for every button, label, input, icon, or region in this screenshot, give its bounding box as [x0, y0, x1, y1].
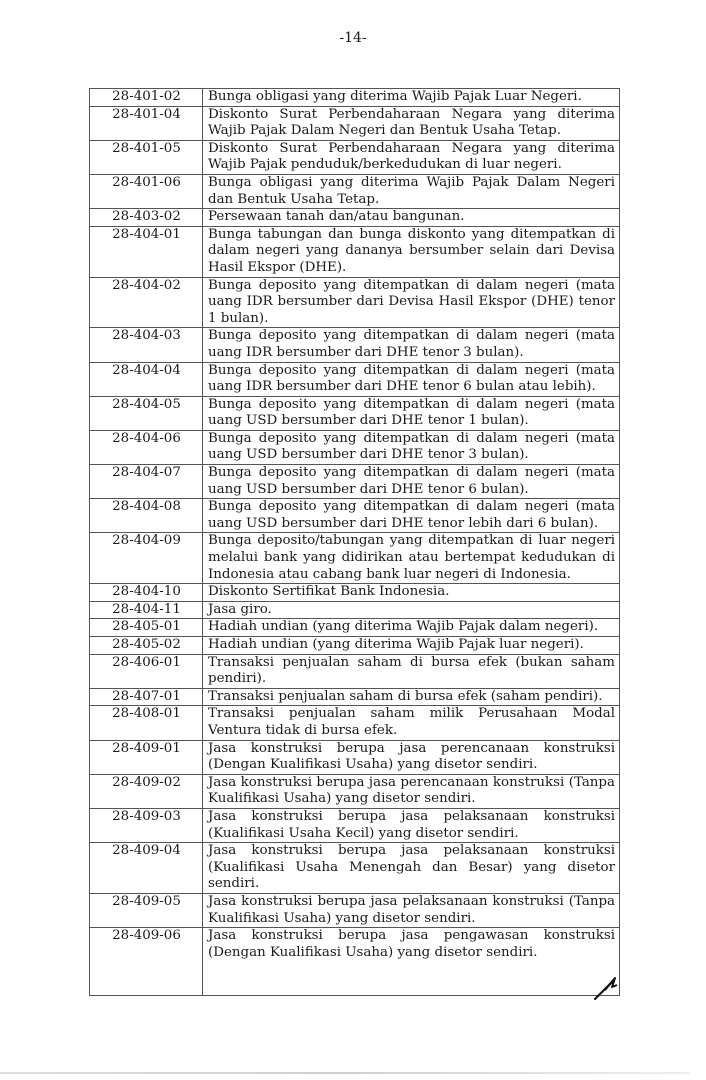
- table-row: [90, 499, 620, 533]
- tax-code-cell: 28-409-04: [90, 843, 203, 894]
- table-row: [90, 774, 620, 808]
- description-cell: Transaksi penjualan saham di bursa efek (saham pendiri).: [203, 688, 620, 706]
- table-row: [90, 706, 620, 740]
- tax-code-cell: 28-409-05: [90, 893, 203, 927]
- tax-code-cell: 28-409-03: [90, 808, 203, 842]
- table-row: [90, 808, 620, 842]
- table-row: [90, 89, 620, 107]
- table-row: [90, 637, 620, 655]
- description-cell: Bunga deposito yang ditempatkan di dalam negeri (mata uang USD bersumber dari DHE tenor 3 bulan).: [203, 430, 620, 464]
- table-row: [90, 226, 620, 277]
- description-cell: Jasa giro.: [203, 601, 620, 619]
- tax-code-cell: 28-404-09: [90, 533, 203, 584]
- tax-code-cell: 28-404-11: [90, 601, 203, 619]
- description-cell: Jasa konstruksi berupa jasa pengawasan konstruksi (Dengan Kualifikasi Usaha) yang disetor sendiri.: [203, 928, 620, 996]
- paraf-signature-icon: [593, 975, 619, 1001]
- description-cell: Jasa konstruksi berupa jasa pelaksanaan konstruksi (Kualifikasi Usaha Menengah dan Besar) yang disetor sendiri.: [203, 843, 620, 894]
- table-row: [90, 209, 620, 227]
- description-cell: Jasa konstruksi berupa jasa perencanaan konstruksi (Dengan Kualifikasi Usaha) yang disetor sendiri.: [203, 740, 620, 774]
- table-row: [90, 328, 620, 362]
- table-row: [90, 740, 620, 774]
- table-row: [90, 893, 620, 927]
- tax-code-table: [89, 88, 620, 996]
- description-cell: Bunga deposito/tabungan yang ditempatkan di luar negeri melalui bank yang didirikan atau bertempat kedudukan di Indonesia atau cabang bank luar negeri di Indonesia.: [203, 533, 620, 584]
- table-row: [90, 601, 620, 619]
- description-cell: Jasa konstruksi berupa jasa perencanaan konstruksi (Tanpa Kualifikasi Usaha) yang disetor sendiri.: [203, 774, 620, 808]
- table-row: [90, 465, 620, 499]
- table-row: [90, 688, 620, 706]
- table-row: [90, 277, 620, 328]
- tax-code-cell: 28-404-02: [90, 277, 203, 328]
- tax-code-cell: 28-401-02: [90, 89, 203, 107]
- description-cell: Hadiah undian (yang diterima Wajib Pajak dalam negeri).: [203, 619, 620, 637]
- table-row: [90, 396, 620, 430]
- description-cell: Bunga obligasi yang diterima Wajib Pajak Luar Negeri.: [203, 89, 620, 107]
- description-cell: Transaksi penjualan saham di bursa efek (bukan saham pendiri).: [203, 654, 620, 688]
- description-cell: Diskonto Sertifikat Bank Indonesia.: [203, 584, 620, 602]
- tax-code-cell: 28-404-07: [90, 465, 203, 499]
- description-cell: Bunga deposito yang ditempatkan di dalam negeri (mata uang IDR bersumber dari Devisa Hasil Ekspor (DHE) tenor 1 bulan).: [203, 277, 620, 328]
- tax-code-cell: 28-404-01: [90, 226, 203, 277]
- tax-code-cell: 28-409-06: [90, 928, 203, 996]
- tax-code-cell: 28-404-06: [90, 430, 203, 464]
- table-row: [90, 654, 620, 688]
- description-cell: Persewaan tanah dan/atau bangunan.: [203, 209, 620, 227]
- description-cell: Bunga deposito yang ditempatkan di dalam negeri (mata uang USD bersumber dari DHE tenor lebih dari 6 bulan).: [203, 499, 620, 533]
- table-row: [90, 843, 620, 894]
- tax-code-cell: 28-409-02: [90, 774, 203, 808]
- description-cell: Diskonto Surat Perbendaharaan Negara yang diterima Wajib Pajak penduduk/berkedudukan di luar negeri.: [203, 140, 620, 174]
- scan-edge-divider: [0, 1072, 690, 1074]
- tax-code-cell: 28-409-01: [90, 740, 203, 774]
- tax-code-cell: 28-403-02: [90, 209, 203, 227]
- table-row: [90, 174, 620, 208]
- description-cell: Bunga tabungan dan bunga diskonto yang ditempatkan di dalam negeri yang dananya bersumber selain dari Devisa Hasil Ekspor (DHE).: [203, 226, 620, 277]
- tax-code-cell: 28-405-02: [90, 637, 203, 655]
- table-row: [90, 140, 620, 174]
- tax-code-cell: 28-404-08: [90, 499, 203, 533]
- description-cell: Bunga deposito yang ditempatkan di dalam negeri (mata uang USD bersumber dari DHE tenor 6 bulan).: [203, 465, 620, 499]
- tax-code-cell: 28-406-01: [90, 654, 203, 688]
- tax-code-cell: 28-404-05: [90, 396, 203, 430]
- tax-code-cell: 28-404-04: [90, 362, 203, 396]
- description-cell: Bunga deposito yang ditempatkan di dalam negeri (mata uang USD bersumber dari DHE tenor 1 bulan).: [203, 396, 620, 430]
- description-cell: Bunga deposito yang ditempatkan di dalam negeri (mata uang IDR bersumber dari DHE tenor 3 bulan).: [203, 328, 620, 362]
- tax-code-cell: 28-404-10: [90, 584, 203, 602]
- tax-code-cell: 28-401-05: [90, 140, 203, 174]
- description-cell: Hadiah undian (yang diterima Wajib Pajak luar negeri).: [203, 637, 620, 655]
- description-cell: Diskonto Surat Perbendaharaan Negara yang diterima Wajib Pajak Dalam Negeri dan Bentuk Usaha Tetap.: [203, 106, 620, 140]
- table-body: [90, 89, 620, 996]
- tax-code-cell: 28-408-01: [90, 706, 203, 740]
- description-cell: Transaksi penjualan saham milik Perusahaan Modal Ventura tidak di bursa efek.: [203, 706, 620, 740]
- tax-code-cell: 28-401-06: [90, 174, 203, 208]
- table-row: [90, 106, 620, 140]
- table-row: [90, 430, 620, 464]
- description-cell: Jasa konstruksi berupa jasa pelaksanaan konstruksi (Tanpa Kualifikasi Usaha) yang disetor sendiri.: [203, 893, 620, 927]
- description-cell: Bunga deposito yang ditempatkan di dalam negeri (mata uang IDR bersumber dari DHE tenor 6 bulan atau lebih).: [203, 362, 620, 396]
- table-row: [90, 928, 620, 996]
- page-number: -14-: [339, 30, 367, 46]
- description-cell: Jasa konstruksi berupa jasa pelaksanaan konstruksi (Kualifikasi Usaha Kecil) yang disetor sendiri.: [203, 808, 620, 842]
- tax-code-cell: 28-407-01: [90, 688, 203, 706]
- tax-code-cell: 28-401-04: [90, 106, 203, 140]
- table-row: [90, 584, 620, 602]
- description-cell: Bunga obligasi yang diterima Wajib Pajak Dalam Negeri dan Bentuk Usaha Tetap.: [203, 174, 620, 208]
- tax-code-cell: 28-404-03: [90, 328, 203, 362]
- tax-code-cell: 28-405-01: [90, 619, 203, 637]
- table-row: [90, 533, 620, 584]
- table-row: [90, 619, 620, 637]
- table-row: [90, 362, 620, 396]
